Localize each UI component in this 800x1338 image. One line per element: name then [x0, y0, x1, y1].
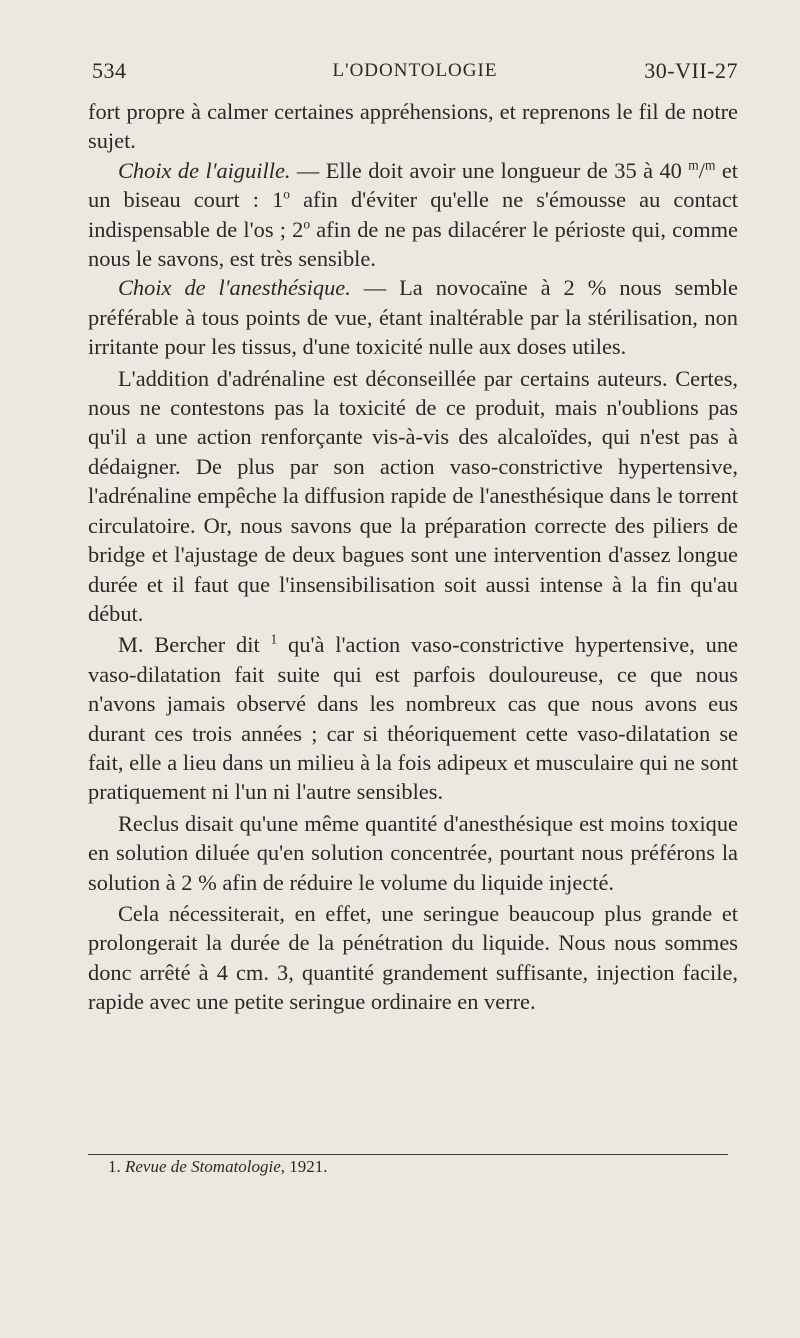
paragraph-continuation: fort propre à calmer certaines appréhensions, et reprenons le fil de notre sujet. [88, 99, 738, 154]
footnote-year: 1921. [289, 1157, 328, 1176]
journal-title: L'ODONTOLOGIE [332, 60, 498, 81]
section-heading-needle: Choix de l'aiguille. [118, 157, 291, 183]
paragraph-bercher: M. Bercher dit $^1$ qu'à l'action vaso-constrictive hypertensive, une vaso-dilatation fait suite qui est parfois douloureuse, ce que nous n'avons jamais observé dans les nombreux cas que nous avons eus durant ces trois années ; car si théoriquement cette vaso-dilatation se fait, elle a lieu dans un milieu à la fois adipeux et musculaire qui ne sont pratiquement ni l'un ni l'autre sensibles. [88, 631, 738, 805]
section-heading-anesthetic: Choix de l'anesthésique. [118, 275, 351, 301]
paragraph-needle-choice: Choix de l'aiguille. — Elle doit avoir une longueur de 35 à 40 $^m$/$^m$ et un biseau court : 1$^o$ afin d'éviter qu'elle ne s'émousse au contact indispensable de l'os ; 2$^o$ afin de ne pas dilacérer le périoste qui, comme nous le savons, est très sensible. [88, 157, 739, 272]
paragraph-anesthetic-choice: Choix de l'anesthésique. — La novocaïne à 2 % nous semble préférable à tous points de vue, étant inaltérable par la stérilisation, non irritante pour les tissus, d'une toxicité nulle aux doses utiles. [88, 275, 738, 360]
footnote-source: Revue de Stomatologie, [125, 1157, 286, 1176]
page-number: 534 [92, 58, 127, 83]
paragraph-reclus: Reclus disait qu'une même quantité d'anesthésique est moins toxique en solution diluée qu'en solution concentrée, pourtant nous préférons la solution à 2 % afin de réduire le volume du liquide injecté. [88, 810, 738, 895]
paragraph-syringe: Cela nécessiterait, en effet, une seringue beaucoup plus grande et prolongerait la durée de la pénétration du liquide. Nous nous sommes donc arrêté à 4 cm. 3, quantité grandement suffisante, injection facile, rapide avec une petite seringue ordinaire en verre. [88, 900, 738, 1015]
issue-date: 30-VII-27 [644, 58, 738, 83]
footnote [108, 1157, 328, 1177]
footnote-divider [88, 1154, 728, 1155]
paragraph-adrenaline: L'addition d'adrénaline est déconseillée par certains auteurs. Certes, nous ne contestons pas la toxicité de ce produit, mais n'oublions pas qu'il a une action renforçante vis-à-vis des alcaloïdes, qui n'est pas à dédaigner. De plus par son action vaso-constrictive hypertensive, l'adrénaline empêche la diffusion rapide de l'anesthésique dans le torrent circulatoire. Or, nous savons que la préparation correcte des piliers de bridge et l'ajustage de deux bagues sont une intervention d'assez longue durée et il faut que l'insensibilisation soit aussi intense à la fin qu'au début. [88, 365, 738, 626]
footnote-number: 1. [108, 1157, 121, 1176]
body-text [88, 97, 738, 1017]
running-header [92, 58, 738, 92]
footnote-reference[interactable]: 1 [270, 631, 278, 647]
